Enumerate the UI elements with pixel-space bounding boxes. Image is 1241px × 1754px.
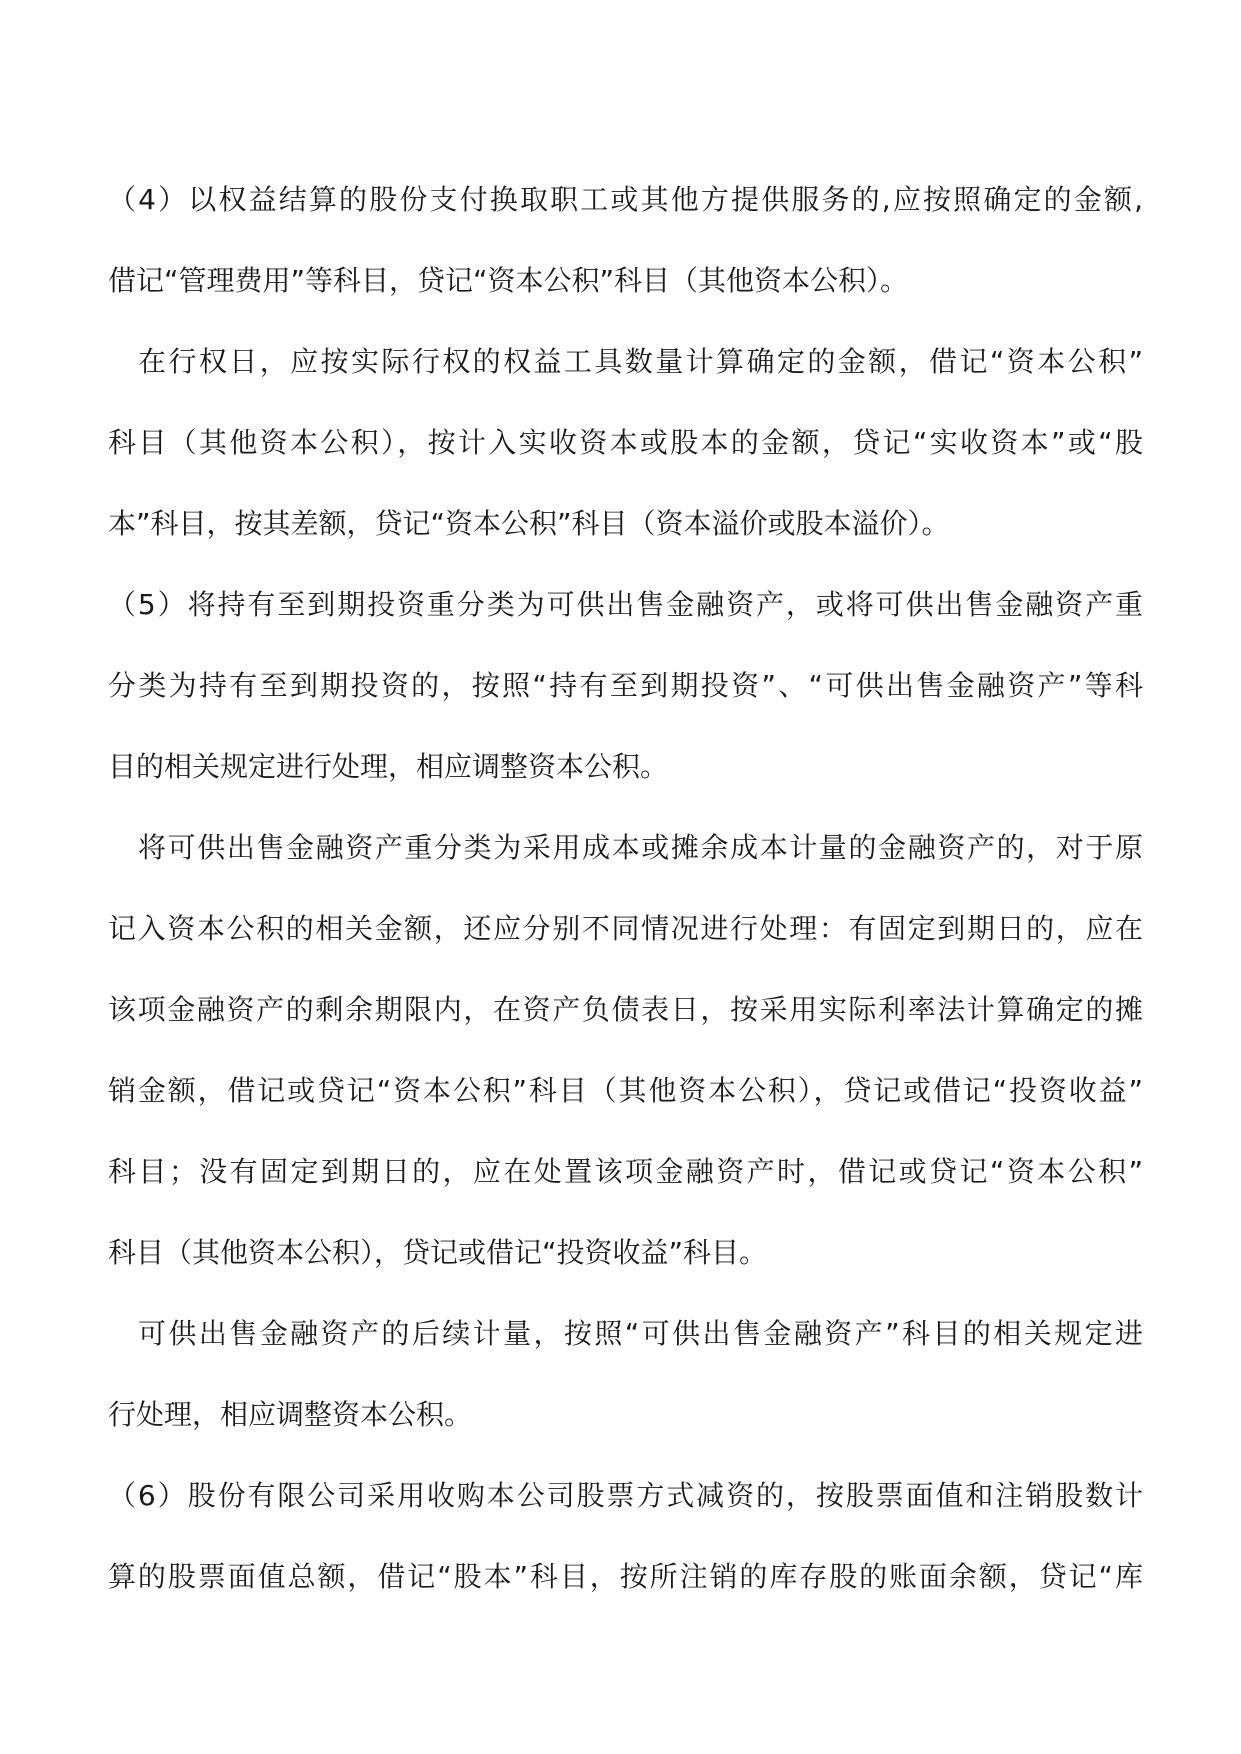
text-line-14: 科目（其他资本公积），贷记或借记“投资收益”科目。 — [108, 1236, 768, 1269]
text-line-12: 销金额，借记或贷记“资本公积”科目（其他资本公积），贷记或借记“投资收益” — [108, 1074, 1143, 1107]
text-line-17: （6）股份有限公司采用收购本公司股票方式减资的，按股票面值和注销股数计 — [108, 1479, 1143, 1512]
text-line-4: 科目（其他资本公积），按计入实收资本或股本的金额，贷记“实收资本”或“股 — [108, 426, 1143, 459]
text-line-8: 目的相关规定进行处理，相应调整资本公积。 — [108, 750, 669, 783]
text-line-1: （4）以权益结算的股份支付换取职工或其他方提供服务的,应按照确定的金额, — [108, 183, 1143, 216]
text-line-7: 分类为持有至到期投资的，按照“持有至到期投资”、“可供出售金融资产”等科 — [108, 669, 1143, 702]
text-line-6: （5）将持有至到期投资重分类为可供出售金融资产，或将可供出售金融资产重 — [108, 588, 1143, 621]
text-line-5: 本”科目，按其差额，贷记“资本公积”科目（资本溢价或股本溢价）。 — [108, 507, 950, 540]
text-line-2: 借记“管理费用”等科目，贷记“资本公积”科目（其他资本公积）。 — [108, 264, 909, 297]
text-line-10: 记入资本公积的相关金额，还应分别不同情况进行处理：有固定到期日的，应在 — [108, 912, 1143, 945]
text-line-13: 科目；没有固定到期日的，应在处置该项金融资产时，借记或贷记“资本公积” — [108, 1155, 1143, 1188]
text-line-11: 该项金融资产的剩余期限内，在资产负债表日，按采用实际利率法计算确定的摊 — [108, 993, 1143, 1026]
text-line-9: 将可供出售金融资产重分类为采用成本或摊余成本计量的金融资产的，对于原 — [138, 831, 1143, 864]
text-line-3: 在行权日，应按实际行权的权益工具数量计算确定的金额，借记“资本公积” — [138, 345, 1143, 378]
text-line-18: 算的股票面值总额，借记“股本”科目，按所注销的库存股的账面余额，贷记“库 — [108, 1560, 1143, 1593]
text-line-15: 可供出售金融资产的后续计量，按照“可供出售金融资产”科目的相关规定进 — [138, 1317, 1143, 1350]
text-line-16: 行处理，相应调整资本公积。 — [108, 1398, 473, 1431]
